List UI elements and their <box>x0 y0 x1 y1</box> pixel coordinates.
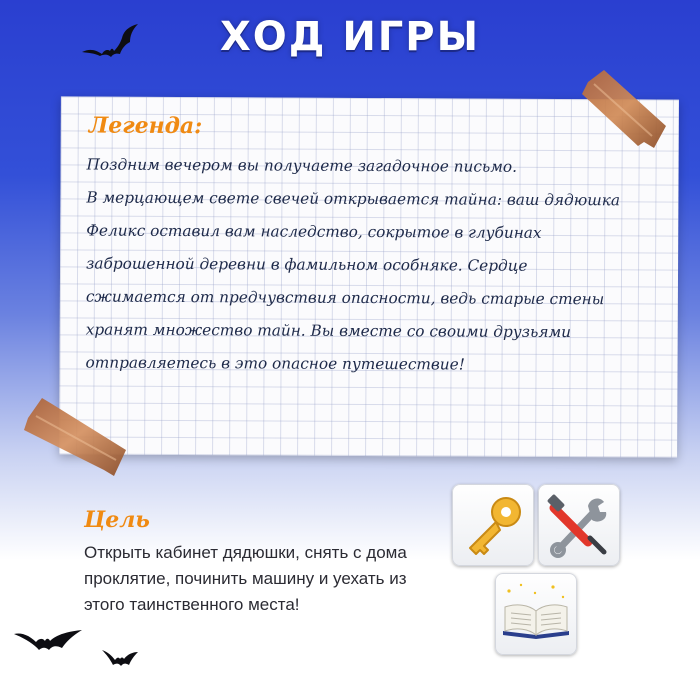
legend-line: Поздним вечером вы получаете загадочное письмо. <box>86 155 518 176</box>
legend-line: хранят множество тайн. Вы вместе со своими друзьями <box>85 320 572 342</box>
legend-text <box>85 149 646 383</box>
bat-icon <box>100 646 140 670</box>
tools-icon <box>538 484 620 566</box>
page-title: ХОД ИГРЫ <box>219 14 481 60</box>
goal-heading: Цель <box>84 507 150 533</box>
book-icon <box>495 573 577 655</box>
tools-tile <box>538 484 620 566</box>
legend-line: сжимается от предчувствия опасности, ведь старые стены <box>85 287 605 309</box>
legend-line: заброшенной деревни в фамильном особняке. Сердце <box>86 254 528 275</box>
legend-line: В мерцающем свете свечей открывается тайна: ваш дядюшка <box>86 188 621 210</box>
bat-icon <box>12 626 84 656</box>
book-tile <box>495 573 577 655</box>
legend-line: Феликс оставил вам наследство, сокрытое в глубинах <box>86 221 542 242</box>
legend-line: отправляетесь в это опасное путешествие! <box>85 353 465 374</box>
goal-line: этого таинственного места! <box>84 595 300 614</box>
tape-icon <box>18 394 130 480</box>
key-icon <box>452 484 534 566</box>
key-tile <box>452 484 534 566</box>
goal-text <box>84 540 434 618</box>
goal-line: Открыть кабинет дядюшки, снять с дома <box>84 543 407 562</box>
goal-line: проклятие, починить машину и уехать из <box>84 569 407 588</box>
bat-icon <box>80 22 142 62</box>
legend-heading: Легенда: <box>88 112 203 140</box>
tape-icon <box>574 64 674 154</box>
